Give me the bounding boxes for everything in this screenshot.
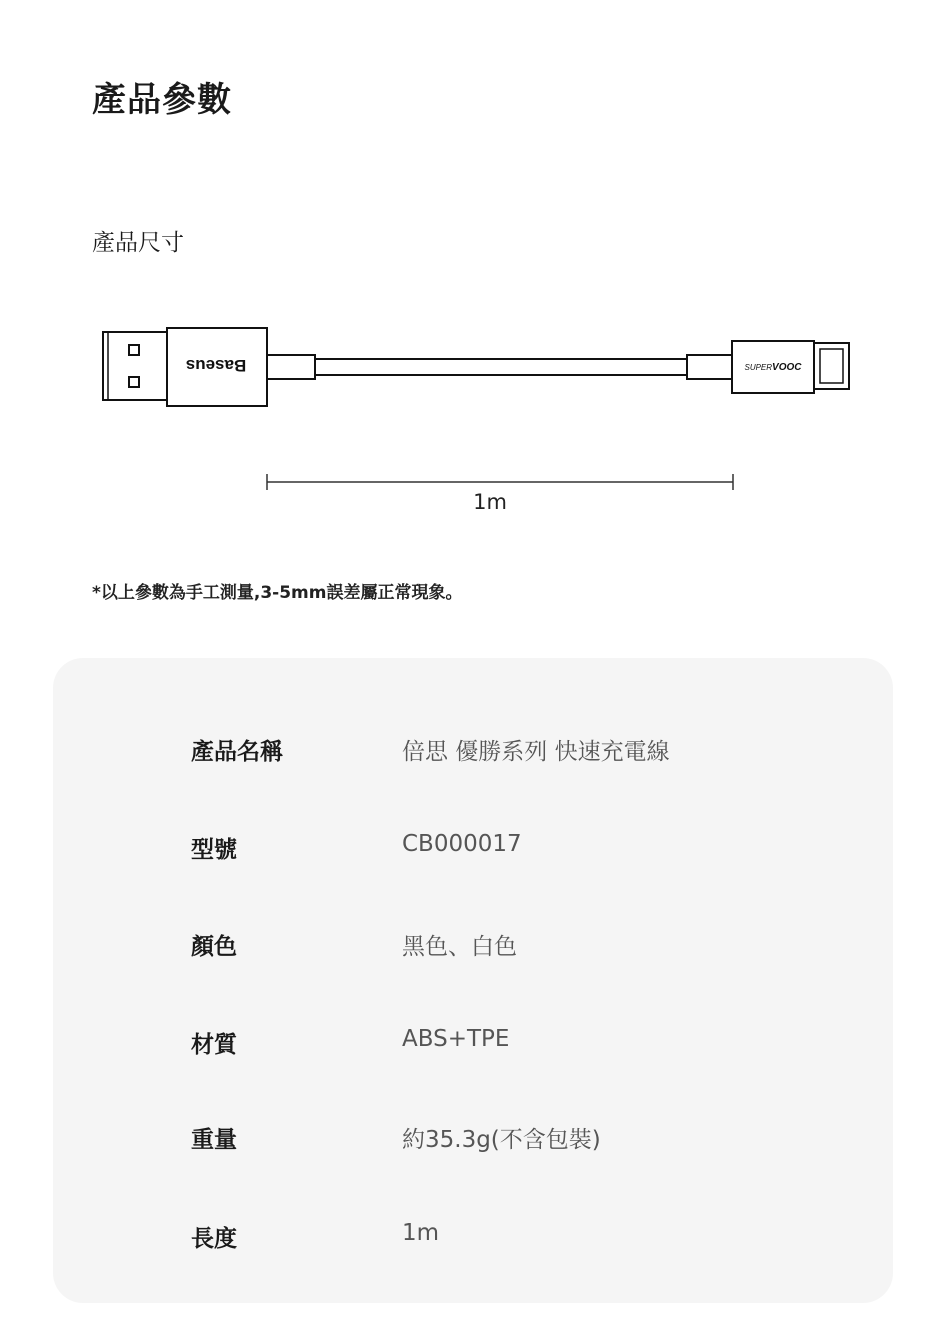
brand-logo-text: Baseus: [185, 356, 247, 375]
spec-row-length: [191, 1220, 851, 1260]
connector-logo-light: SUPER: [744, 363, 773, 372]
spec-row-material: [191, 1026, 851, 1066]
spec-value: ABS+TPE: [402, 1026, 510, 1052]
strain-relief-right: [687, 355, 732, 379]
spec-value: 黑色、白色: [402, 934, 517, 960]
spec-value: 倍思 優勝系列 快速充電線: [402, 739, 670, 765]
spec-key: 材質: [191, 1032, 237, 1058]
spec-row-weight: [191, 1121, 851, 1161]
spec-value: 1m: [402, 1220, 440, 1246]
connector-logo-bold: VOOC: [772, 362, 802, 373]
length-dimension-label: 1m: [473, 490, 507, 514]
spec-key: 重量: [191, 1127, 237, 1153]
spec-value: 約35.3g(不含包裝): [402, 1127, 601, 1153]
strain-relief-left: [267, 355, 315, 379]
spec-row-model: [191, 831, 851, 871]
spec-key: 型號: [191, 837, 237, 863]
connector-logo-text: [744, 362, 802, 373]
spec-key: 長度: [191, 1226, 237, 1252]
usb-a-pin-hole: [129, 345, 139, 355]
page-title: 產品參數: [92, 80, 232, 120]
spec-key: 產品名稱: [191, 739, 283, 765]
spec-value: CB000017: [402, 831, 522, 857]
spec-table: [53, 658, 893, 1303]
usb-a-pin-hole: [129, 377, 139, 387]
cable-dimension-diagram: [0, 300, 930, 500]
spec-row-color: [191, 928, 851, 968]
spec-row-name: [191, 733, 851, 773]
usb-a-plug: [103, 332, 167, 400]
cable-body: [315, 359, 687, 375]
usb-c-plug-inner: [820, 349, 843, 383]
section-title-dimensions: 產品尺寸: [92, 230, 184, 256]
measurement-note: *以上參數為手工測量,3-5mm誤差屬正常現象。: [92, 583, 463, 603]
spec-key: 顏色: [191, 934, 237, 960]
